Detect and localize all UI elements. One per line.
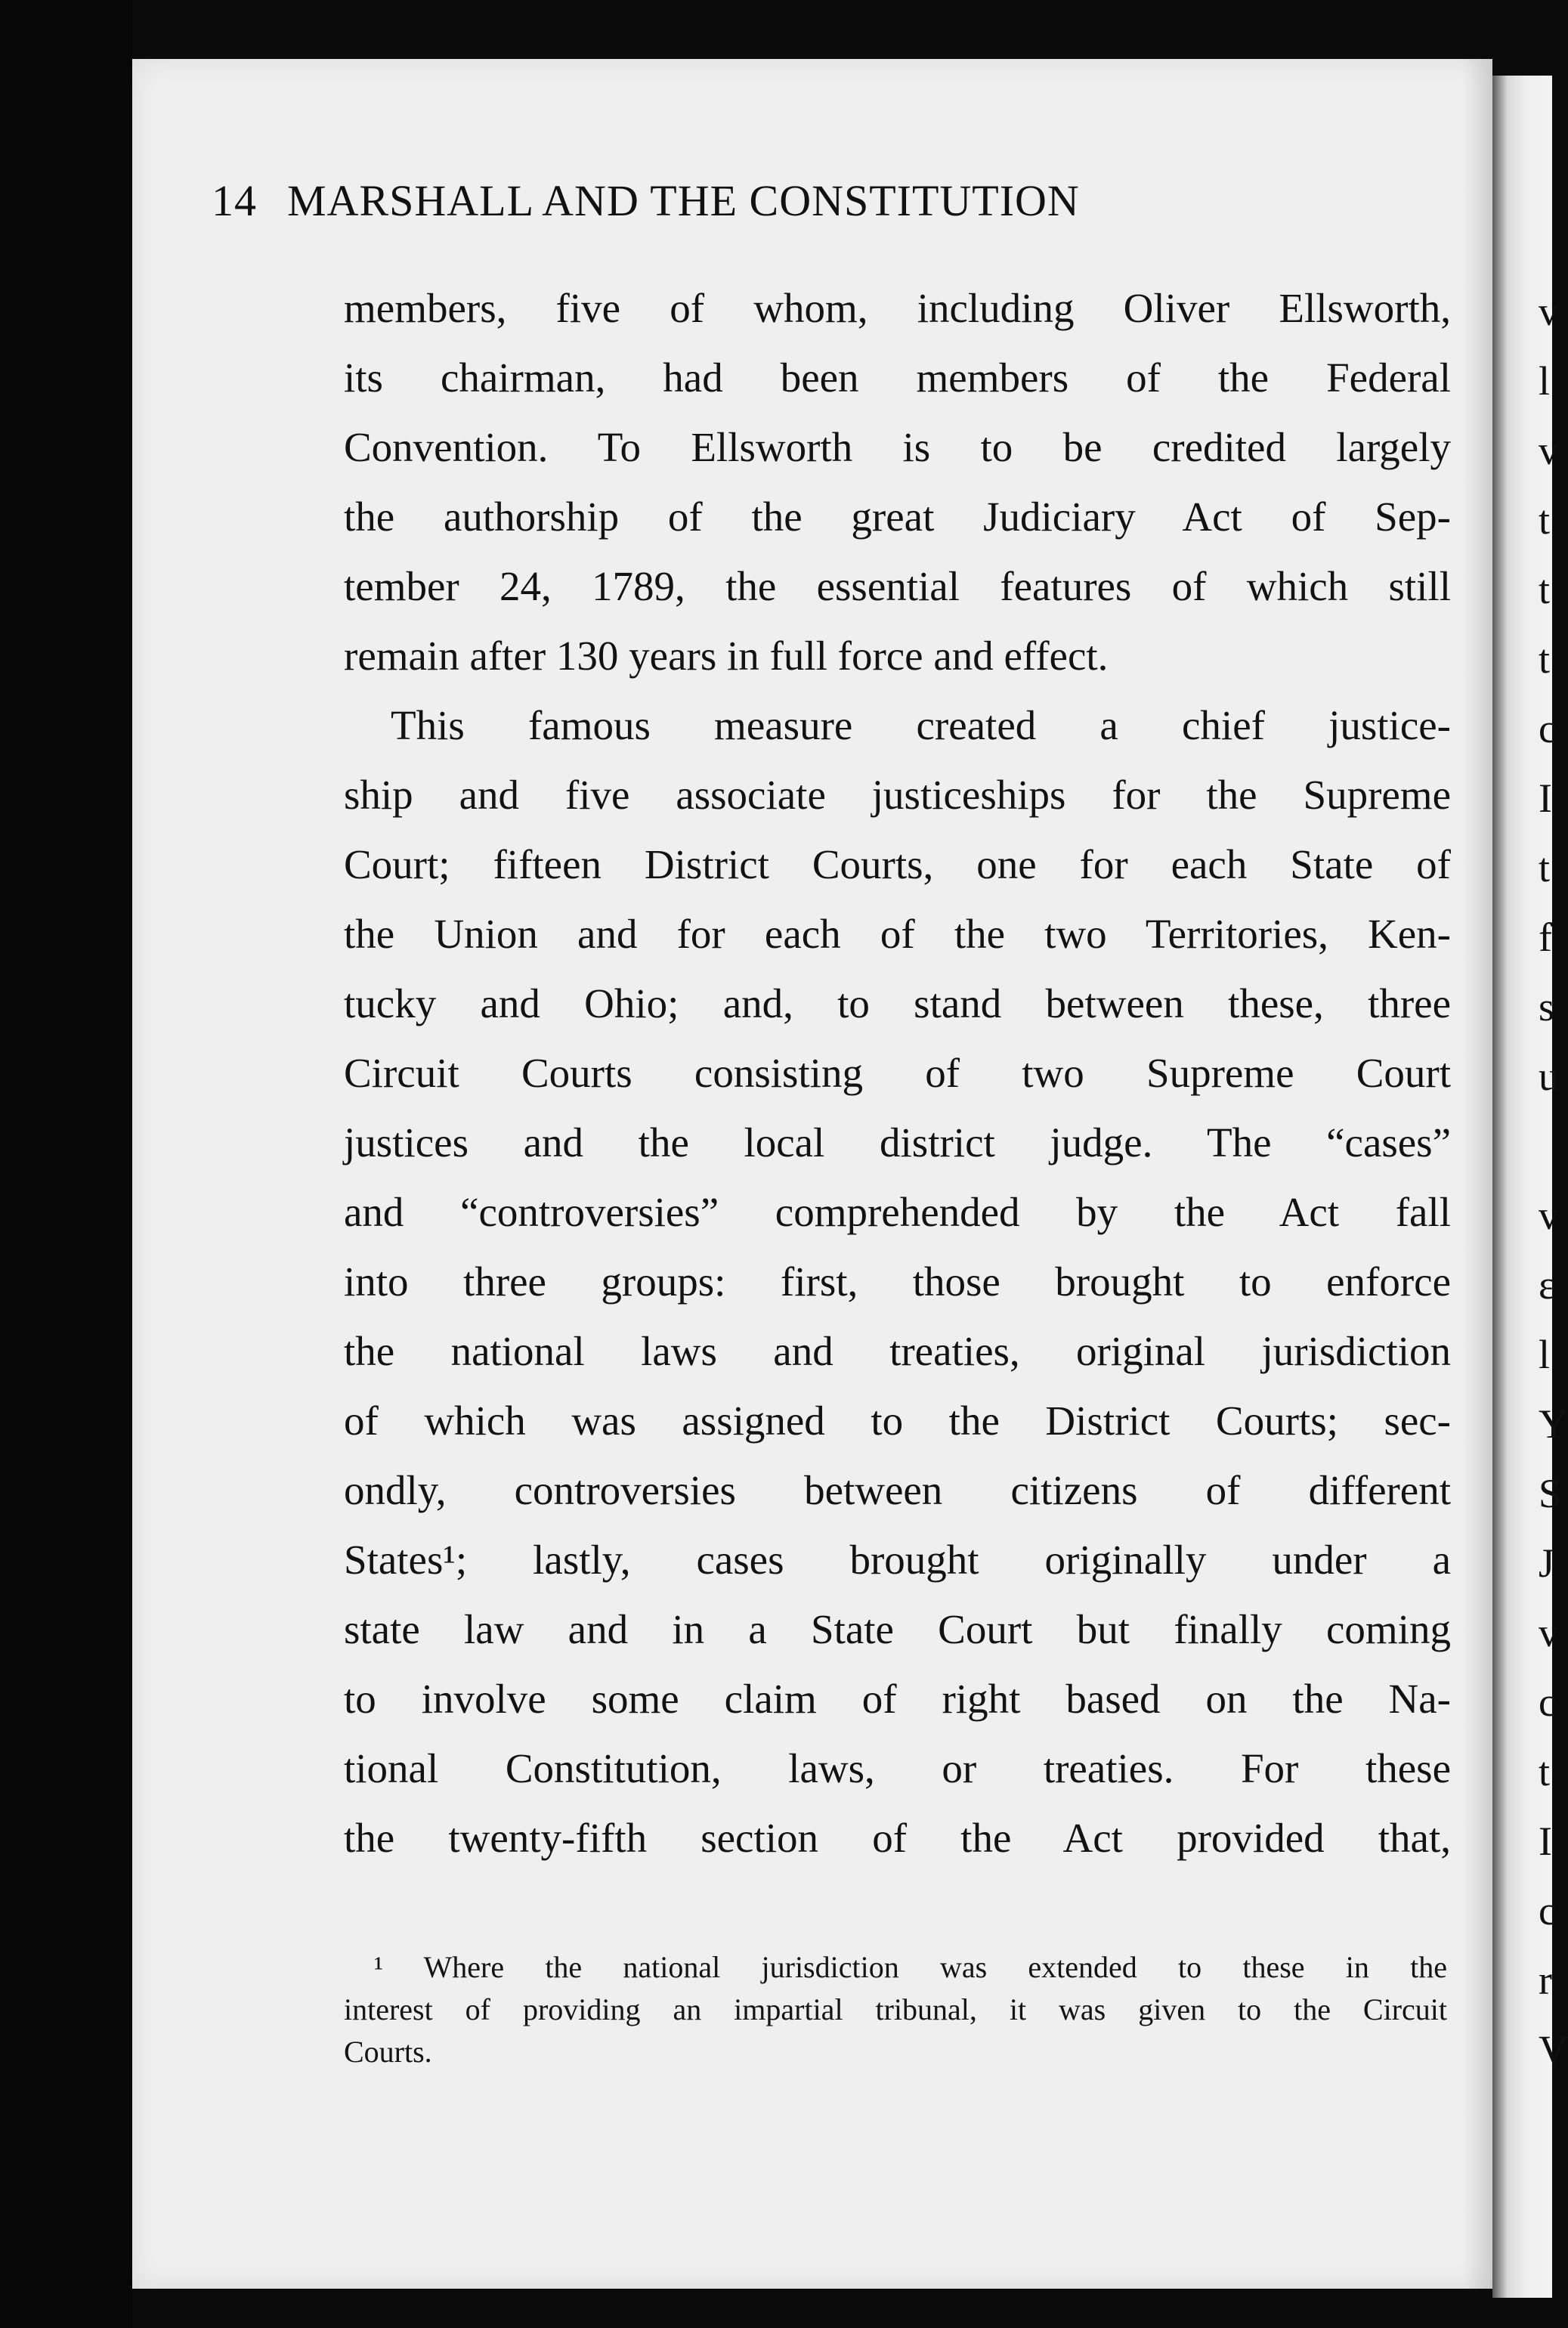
text-line: tional Constitution, laws, or treaties. For these [344,1745,1451,1791]
text-line: Court; fifteen District Courts, one for each State of [344,841,1451,887]
text-line: justices and the local district judge. The “cases” [344,1119,1451,1166]
text-line: Circuit Courts consisting of two Supreme Court [344,1050,1451,1096]
text-line: and “controversies” comprehended by the Act fall [344,1189,1451,1235]
footnote-line: interest of providing an impartial tribunal, it was given to the Circuit [344,1992,1447,2026]
facing-page-letter: c [1539,1888,1557,1933]
facing-page-letter: S [1539,1471,1562,1516]
facing-page-letter: J [1539,1540,1555,1586]
text-line: state law and in a State Court but finally coming [344,1606,1451,1652]
facing-page-letter: t [1539,497,1551,543]
text-line: Convention. To Ellsworth is to be credited largely [344,424,1451,470]
facing-page-letter: c [1539,1679,1557,1725]
facing-page-letter: v [1539,289,1559,334]
body-text [344,274,1451,1873]
facing-page-letter: u [1539,1054,1559,1099]
facing-page-letter: t [1539,636,1551,682]
text-line: tember 24, 1789, the essential features of which still [344,563,1451,609]
text-line: members, five of whom, including Oliver Ellsworth, [344,285,1451,331]
text-line: the authorship of the great Judiciary Act of Sep- [344,494,1451,540]
page-number: 14 [212,176,257,225]
text-line: the twenty-fifth section of the Act provided that, [344,1815,1451,1861]
facing-page-letter: v [1539,1610,1559,1655]
facing-page-letter: s [1539,984,1555,1029]
text-line: its chairman, had been members of the Federal [344,354,1451,401]
facing-page-letter: I [1539,1819,1552,1864]
facing-page-letter: c [1539,706,1557,751]
text-line: ship and five associate justiceships for the Supreme [344,772,1451,818]
facing-page-letter: I [1539,775,1552,821]
page-gutter-shadow [1462,59,1492,2289]
facing-page-letter: f [1539,915,1552,960]
text-line: States¹; lastly, cases brought originally under a [344,1537,1451,1583]
facing-page-letter: r [1539,1958,1552,2003]
footnote-line: Courts. [344,2035,432,2069]
running-head-title: MARSHALL AND THE CONSTITUTION [287,176,1080,225]
text-line: of which was assigned to the District Courts; sec- [344,1398,1451,1444]
text-line: remain after 130 years in full force and effect. [344,633,1109,679]
text-line: to involve some claim of right based on the Na- [344,1676,1451,1722]
facing-page-letter: Y [1539,1401,1568,1447]
text-line: into three groups: first, those brought to enforce [344,1258,1451,1305]
facing-page-letter: v [1539,428,1559,473]
facing-page-letter: V [1539,2027,1568,2073]
facing-page-letter: l [1539,1332,1551,1377]
footnote [344,1946,1447,2073]
text-line: the Union and for each of the two Territories, Ken- [344,911,1451,957]
facing-page-letter: ε [1539,1262,1556,1308]
text-line: ondly, controversies between citizens of different [344,1467,1451,1513]
text-line: tucky and Ohio; and, to stand between these, three [344,980,1451,1026]
scan-background-left [0,0,132,2328]
facing-page-letter: t [1539,567,1551,612]
facing-page-letter: l [1539,358,1551,404]
running-header [212,175,1375,236]
facing-page-letter: v [1539,1193,1559,1238]
text-line: the national laws and treaties, original jurisdiction [344,1328,1451,1374]
text-line: This famous measure created a chief justice- [391,702,1451,748]
facing-page-letter: t [1539,1749,1551,1794]
footnote-line: ¹ Where the national jurisdiction was extended to these in the [374,1950,1447,1984]
facing-page-letter: t [1539,845,1551,890]
